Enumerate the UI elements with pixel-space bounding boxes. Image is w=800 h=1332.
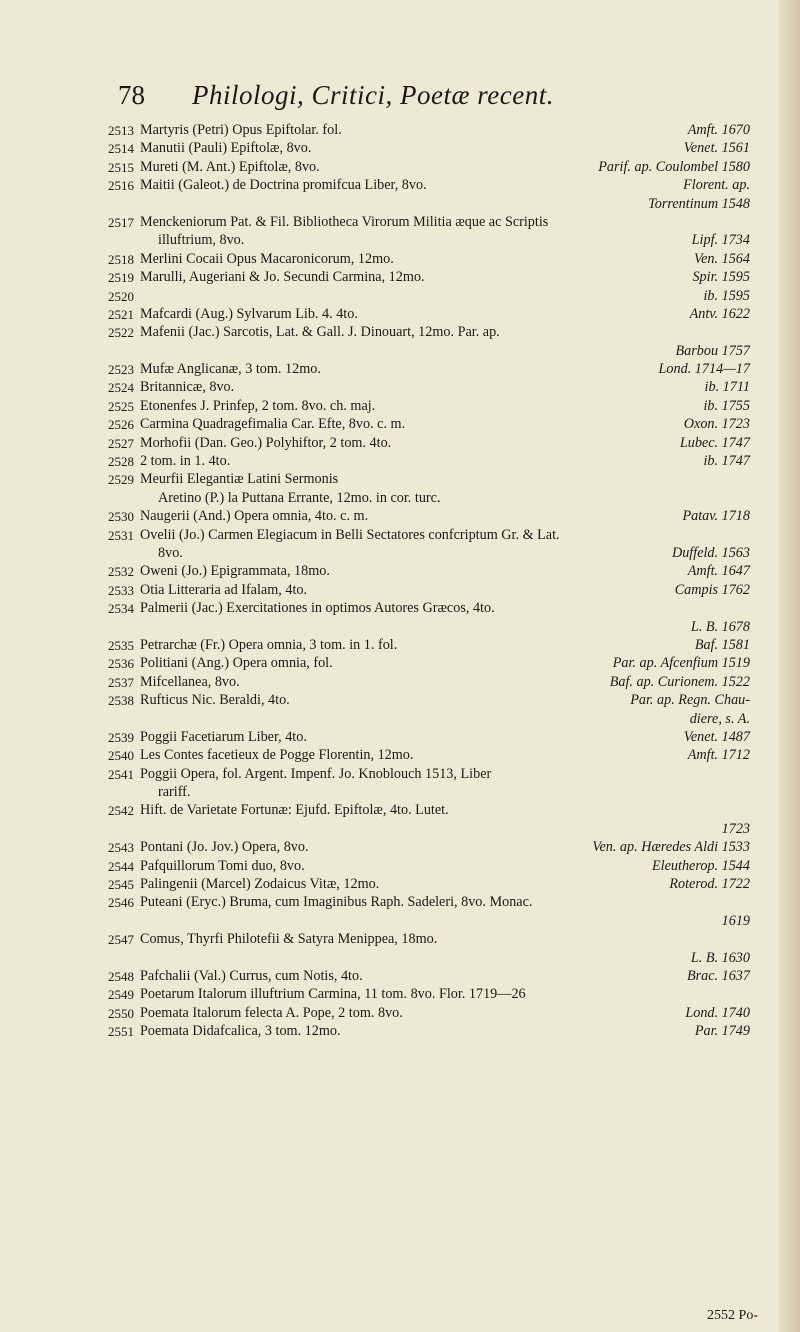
entry-number: 2538 <box>108 693 134 709</box>
entry-number: 2530 <box>108 509 134 525</box>
entry-line <box>0 729 790 747</box>
entry-number: 2548 <box>108 968 134 984</box>
entry-imprint: Ven. 1564 <box>694 250 750 267</box>
entry-line <box>0 435 790 453</box>
entry-title: Poetarum Italorum illuftrium Carmina, 11 tom. 8vo. Flor. 1719—26 <box>140 986 526 1003</box>
catalogue-entry <box>0 269 790 287</box>
catalogue-entry <box>0 876 790 894</box>
catalogue-entry <box>0 655 790 673</box>
running-title: Philologi, Critici, Poetæ recent. <box>192 80 554 110</box>
entry-number: 2534 <box>108 601 134 617</box>
catalogue-entry <box>0 288 790 306</box>
entry-imprint: Parif. ap. Coulombel 1580 <box>598 158 750 175</box>
entry-continuation-text: Aretino (P.) la Puttana Errante, 12mo. in cor. turc. <box>158 489 441 506</box>
entry-number: 2516 <box>108 178 134 194</box>
entry-title: Comus, Thyrfi Philotefii & Satyra Menippea, 18mo. <box>140 931 438 948</box>
entry-imprint: Lond. 1740 <box>685 1004 750 1021</box>
entry-line <box>0 122 790 140</box>
entry-imprint: Oxon. 1723 <box>683 416 750 433</box>
entry-number: 2527 <box>108 435 134 451</box>
catalogue-entry <box>0 839 790 857</box>
entry-title: Manutii (Pauli) Epiftolæ, 8vo. <box>140 140 312 157</box>
entry-line <box>0 931 790 949</box>
entry-line <box>0 968 790 986</box>
entry-title: Etonenfes J. Prinfep, 2 tom. 8vo. ch. maj. <box>140 397 376 414</box>
page-number: 78 <box>118 80 145 110</box>
entry-number: 2535 <box>108 637 134 653</box>
entry-title: Politiani (Ang.) Opera omnia, fol. <box>140 655 333 672</box>
entry-line <box>0 177 790 195</box>
entry-continuation-imprint: 1619 <box>721 912 750 929</box>
entry-imprint: Patav. 1718 <box>682 508 750 525</box>
entry-line <box>0 766 790 784</box>
entry-number: 2528 <box>108 454 134 470</box>
entry-imprint: Ven. ap. Hæredes Aldi 1533 <box>592 839 750 856</box>
entry-imprint: Antv. 1622 <box>689 305 750 322</box>
entry-line <box>0 288 790 306</box>
entry-line <box>0 214 790 232</box>
entry-line <box>0 471 790 489</box>
catalogue-entry <box>0 177 790 214</box>
catalogue-entry <box>0 802 790 839</box>
entry-title: Poemata Didafcalica, 3 tom. 12mo. <box>140 1023 341 1040</box>
entry-continuation-text: 8vo. <box>158 544 183 561</box>
entry-line <box>0 140 790 158</box>
entry-number: 2518 <box>108 251 134 267</box>
entry-title: Petrarchæ (Fr.) Opera omnia, 3 tom. in 1. fol. <box>140 636 398 653</box>
catalogue-entry <box>0 1023 790 1041</box>
entry-title: Merlini Cocaii Opus Macaronicorum, 12mo. <box>140 250 394 267</box>
entry-imprint: Venet. 1487 <box>683 728 750 745</box>
catalogue-entry <box>0 563 790 581</box>
entry-continuation <box>0 232 790 250</box>
entry-number: 2520 <box>108 288 134 304</box>
catalogue-entry <box>0 122 790 140</box>
entry-number: 2532 <box>108 564 134 580</box>
catalogue-entry <box>0 766 790 803</box>
entry-number: 2517 <box>108 214 134 230</box>
entry-continuation <box>0 950 790 968</box>
catchword: 2552 Po- <box>707 1308 758 1323</box>
entry-line <box>0 858 790 876</box>
entry-title: Maitii (Galeot.) de Doctrina promifcua Liber, 8vo. <box>140 177 427 194</box>
entry-imprint: ib. 1747 <box>703 453 750 470</box>
entry-title: Carmina Quadragefimalia Car. Efte, 8vo. c. m. <box>140 416 406 433</box>
entry-title: Hift. de Varietate Fortunæ: Ejufd. Epiftolæ, 4to. Lutet. <box>140 802 449 819</box>
entry-title: Britannicæ, 8vo. <box>140 379 235 396</box>
entry-number: 2525 <box>108 398 134 414</box>
entry-title: Mureti (M. Ant.) Epiftolæ, 8vo. <box>140 158 320 175</box>
entry-line <box>0 674 790 692</box>
entry-line <box>0 637 790 655</box>
entry-number: 2523 <box>108 362 134 378</box>
entry-title: Palmerii (Jac.) Exercitationes in optimos Autores Græcos, 4to. <box>140 600 495 617</box>
entry-title: Otia Litteraria ad Ifalam, 4to. <box>140 581 308 598</box>
entry-number: 2549 <box>108 987 134 1003</box>
entry-number: 2526 <box>108 417 134 433</box>
entry-number: 2536 <box>108 656 134 672</box>
entry-number: 2524 <box>108 380 134 396</box>
catalogue-entry <box>0 582 790 600</box>
entry-imprint: Amft. 1647 <box>687 563 750 580</box>
entry-continuation <box>0 343 790 361</box>
entry-imprint: ib. 1755 <box>703 397 750 414</box>
entry-title: Naugerii (And.) Opera omnia, 4to. c. m. <box>140 508 369 525</box>
entry-imprint: Spir. 1595 <box>692 269 750 286</box>
entry-imprint: ib. 1711 <box>704 379 750 396</box>
catalogue-entry <box>0 858 790 876</box>
entry-imprint: Lubec. 1747 <box>679 434 750 451</box>
entry-continuation-imprint: Duffeld. 1563 <box>671 544 750 561</box>
entry-continuation <box>0 711 790 729</box>
entry-title: Mafcardi (Aug.) Sylvarum Lib. 4. 4to. <box>140 305 358 322</box>
entry-continuation <box>0 913 790 931</box>
entry-number: 2539 <box>108 729 134 745</box>
entry-title: Pafchalii (Val.) Currus, cum Notis, 4to. <box>140 967 363 984</box>
catalogue-entry <box>0 692 790 729</box>
entry-line <box>0 251 790 269</box>
catalogue-entry <box>0 471 790 508</box>
entry-number: 2540 <box>108 748 134 764</box>
entry-continuation <box>0 490 790 508</box>
entry-title: Ovelii (Jo.) Carmen Elegiacum in Belli Sectatores confcriptum Gr. & Lat. <box>140 526 560 543</box>
catalogue-entry <box>0 140 790 158</box>
entry-number: 2545 <box>108 877 134 893</box>
entry-line <box>0 306 790 324</box>
entry-number: 2519 <box>108 270 134 286</box>
catalogue-entry <box>0 416 790 434</box>
entry-number: 2533 <box>108 582 134 598</box>
entry-title: Morhofii (Dan. Geo.) Polyhiftor, 2 tom. 4to. <box>140 434 392 451</box>
catalogue-entry <box>0 637 790 655</box>
entry-line <box>0 324 790 342</box>
entry-title: Pontani (Jo. Jov.) Opera, 8vo. <box>140 839 309 856</box>
entry-title: Palingenii (Marcel) Zodaicus Vitæ, 12mo. <box>140 876 380 893</box>
entry-continuation <box>0 821 790 839</box>
entry-imprint: Eleutherop. 1544 <box>652 857 750 874</box>
entry-number: 2541 <box>108 766 134 782</box>
entry-continuation-text: rariff. <box>158 784 191 801</box>
entry-title: Pafquillorum Tomi duo, 8vo. <box>140 857 305 874</box>
entry-line <box>0 453 790 471</box>
catalogue-entry <box>0 894 790 931</box>
entry-continuation-imprint: Lipf. 1734 <box>691 232 750 249</box>
entry-line <box>0 894 790 912</box>
catalogue-entry <box>0 508 790 526</box>
entry-title: 2 tom. in 1. 4to. <box>140 453 231 470</box>
entry-title: Rufticus Nic. Beraldi, 4to. <box>140 692 290 709</box>
entry-imprint: Campis 1762 <box>674 581 750 598</box>
catalogue-entry <box>0 527 790 564</box>
catalogue-entry <box>0 324 790 361</box>
entry-title: Meurfii Elegantiæ Latini Sermonis <box>140 471 339 488</box>
catalogue-entry <box>0 968 790 986</box>
entry-title: Mifcellanea, 8vo. <box>140 673 240 690</box>
entry-number: 2550 <box>108 1005 134 1021</box>
entry-number: 2531 <box>108 527 134 543</box>
entry-line <box>0 582 790 600</box>
entry-imprint: Baf. 1581 <box>694 636 750 653</box>
entry-line <box>0 802 790 820</box>
entry-title: Poemata Italorum felecta A. Pope, 2 tom. 8vo. <box>140 1004 403 1021</box>
entry-continuation-imprint: Torrentinum 1548 <box>648 195 750 212</box>
catalogue-entry <box>0 931 790 968</box>
entry-number: 2547 <box>108 932 134 948</box>
entry-line <box>0 1023 790 1041</box>
entry-title: Mafenii (Jac.) Sarcotis, Lat. & Gall. J. Dinouart, 12mo. Par. ap. <box>140 324 500 341</box>
entry-title: Martyris (Petri) Opus Epiftolar. fol. <box>140 122 342 138</box>
catalogue-entry <box>0 306 790 324</box>
entry-imprint: Florent. ap. <box>683 177 750 194</box>
entry-title: Mufæ Anglicanæ, 3 tom. 12mo. <box>140 361 321 378</box>
entry-title: Les Contes facetieux de Pogge Florentin, 12mo. <box>140 747 414 764</box>
entry-continuation <box>0 196 790 214</box>
entry-title: Oweni (Jo.) Epigrammata, 18mo. <box>140 563 330 580</box>
entry-line <box>0 876 790 894</box>
entry-number: 2514 <box>108 141 134 157</box>
entry-line <box>0 563 790 581</box>
entry-imprint: Roterod. 1722 <box>669 876 750 893</box>
catalogue-entry <box>0 435 790 453</box>
entry-imprint: Amft. 1670 <box>687 122 750 138</box>
entry-line <box>0 269 790 287</box>
entry-number: 2515 <box>108 159 134 175</box>
entry-line <box>0 747 790 765</box>
entry-title: Poggii Facetiarum Liber, 4to. <box>140 728 307 745</box>
entry-imprint: Venet. 1561 <box>683 140 750 157</box>
entry-number: 2529 <box>108 472 134 488</box>
catalogue-entry <box>0 159 790 177</box>
entry-continuation <box>0 619 790 637</box>
entry-title: Marulli, Augeriani & Jo. Secundi Carmina, 12mo. <box>140 269 425 286</box>
entry-number: 2513 <box>108 123 134 138</box>
entry-line <box>0 361 790 379</box>
entry-line <box>0 839 790 857</box>
catalogue-entry <box>0 747 790 765</box>
entry-imprint: Par. ap. Afcenfium 1519 <box>612 655 750 672</box>
entry-continuation-text: illuftrium, 8vo. <box>158 232 245 249</box>
catalogue-entry <box>0 1005 790 1023</box>
entry-line <box>0 986 790 1004</box>
entry-line <box>0 508 790 526</box>
catalogue-entry <box>0 600 790 637</box>
entry-line <box>0 159 790 177</box>
catalogue-entry <box>0 674 790 692</box>
entry-line <box>0 1005 790 1023</box>
entry-continuation-imprint: Barbou 1757 <box>675 342 750 359</box>
entry-imprint: Amft. 1712 <box>687 747 750 764</box>
entry-line <box>0 655 790 673</box>
entry-continuation-imprint: L. B. 1630 <box>690 949 750 966</box>
entry-line <box>0 527 790 545</box>
catalogue-entry <box>0 379 790 397</box>
entry-number: 2543 <box>108 840 134 856</box>
entry-continuation <box>0 784 790 802</box>
entry-number: 2537 <box>108 674 134 690</box>
entry-imprint: Par. ap. Regn. Chau- <box>630 692 750 709</box>
catalogue-entry <box>0 453 790 471</box>
entry-line <box>0 600 790 618</box>
entry-number: 2542 <box>108 803 134 819</box>
page-header <box>0 80 800 120</box>
entry-imprint: Par. 1749 <box>694 1023 750 1040</box>
entry-continuation <box>0 545 790 563</box>
entry-number: 2544 <box>108 858 134 874</box>
entry-imprint: Brac. 1637 <box>686 967 750 984</box>
entry-imprint: Lond. 1714—17 <box>658 361 750 378</box>
entry-number: 2546 <box>108 895 134 911</box>
entry-imprint: Baf. ap. Curionem. 1522 <box>609 673 750 690</box>
entry-imprint: ib. 1595 <box>703 287 750 304</box>
catalogue-entry <box>0 729 790 747</box>
entry-title: Poggii Opera, fol. Argent. Impenf. Jo. Knoblouch 1513, Liber <box>140 765 492 782</box>
entry-line <box>0 398 790 416</box>
catalogue-entry <box>0 214 790 251</box>
entry-title: Puteani (Eryc.) Bruma, cum Imaginibus Raph. Sadeleri, 8vo. Monac. <box>140 894 533 911</box>
entry-number: 2521 <box>108 306 134 322</box>
catalogue-entry <box>0 361 790 379</box>
catalogue-entry <box>0 986 790 1004</box>
entry-continuation-imprint: diere, s. A. <box>689 710 750 727</box>
entry-continuation-imprint: 1723 <box>721 820 750 837</box>
entry-title: Menckeniorum Pat. & Fil. Bibliotheca Virorum Militia æque ac Scriptis <box>140 213 549 230</box>
entry-line <box>0 692 790 710</box>
entry-number: 2551 <box>108 1024 134 1040</box>
entry-line <box>0 379 790 397</box>
catalogue-entry <box>0 398 790 416</box>
entry-continuation-imprint: L. B. 1678 <box>690 618 750 635</box>
entry-number: 2522 <box>108 325 134 341</box>
catalogue-entries <box>0 122 790 1042</box>
entry-line <box>0 416 790 434</box>
catalogue-entry <box>0 251 790 269</box>
